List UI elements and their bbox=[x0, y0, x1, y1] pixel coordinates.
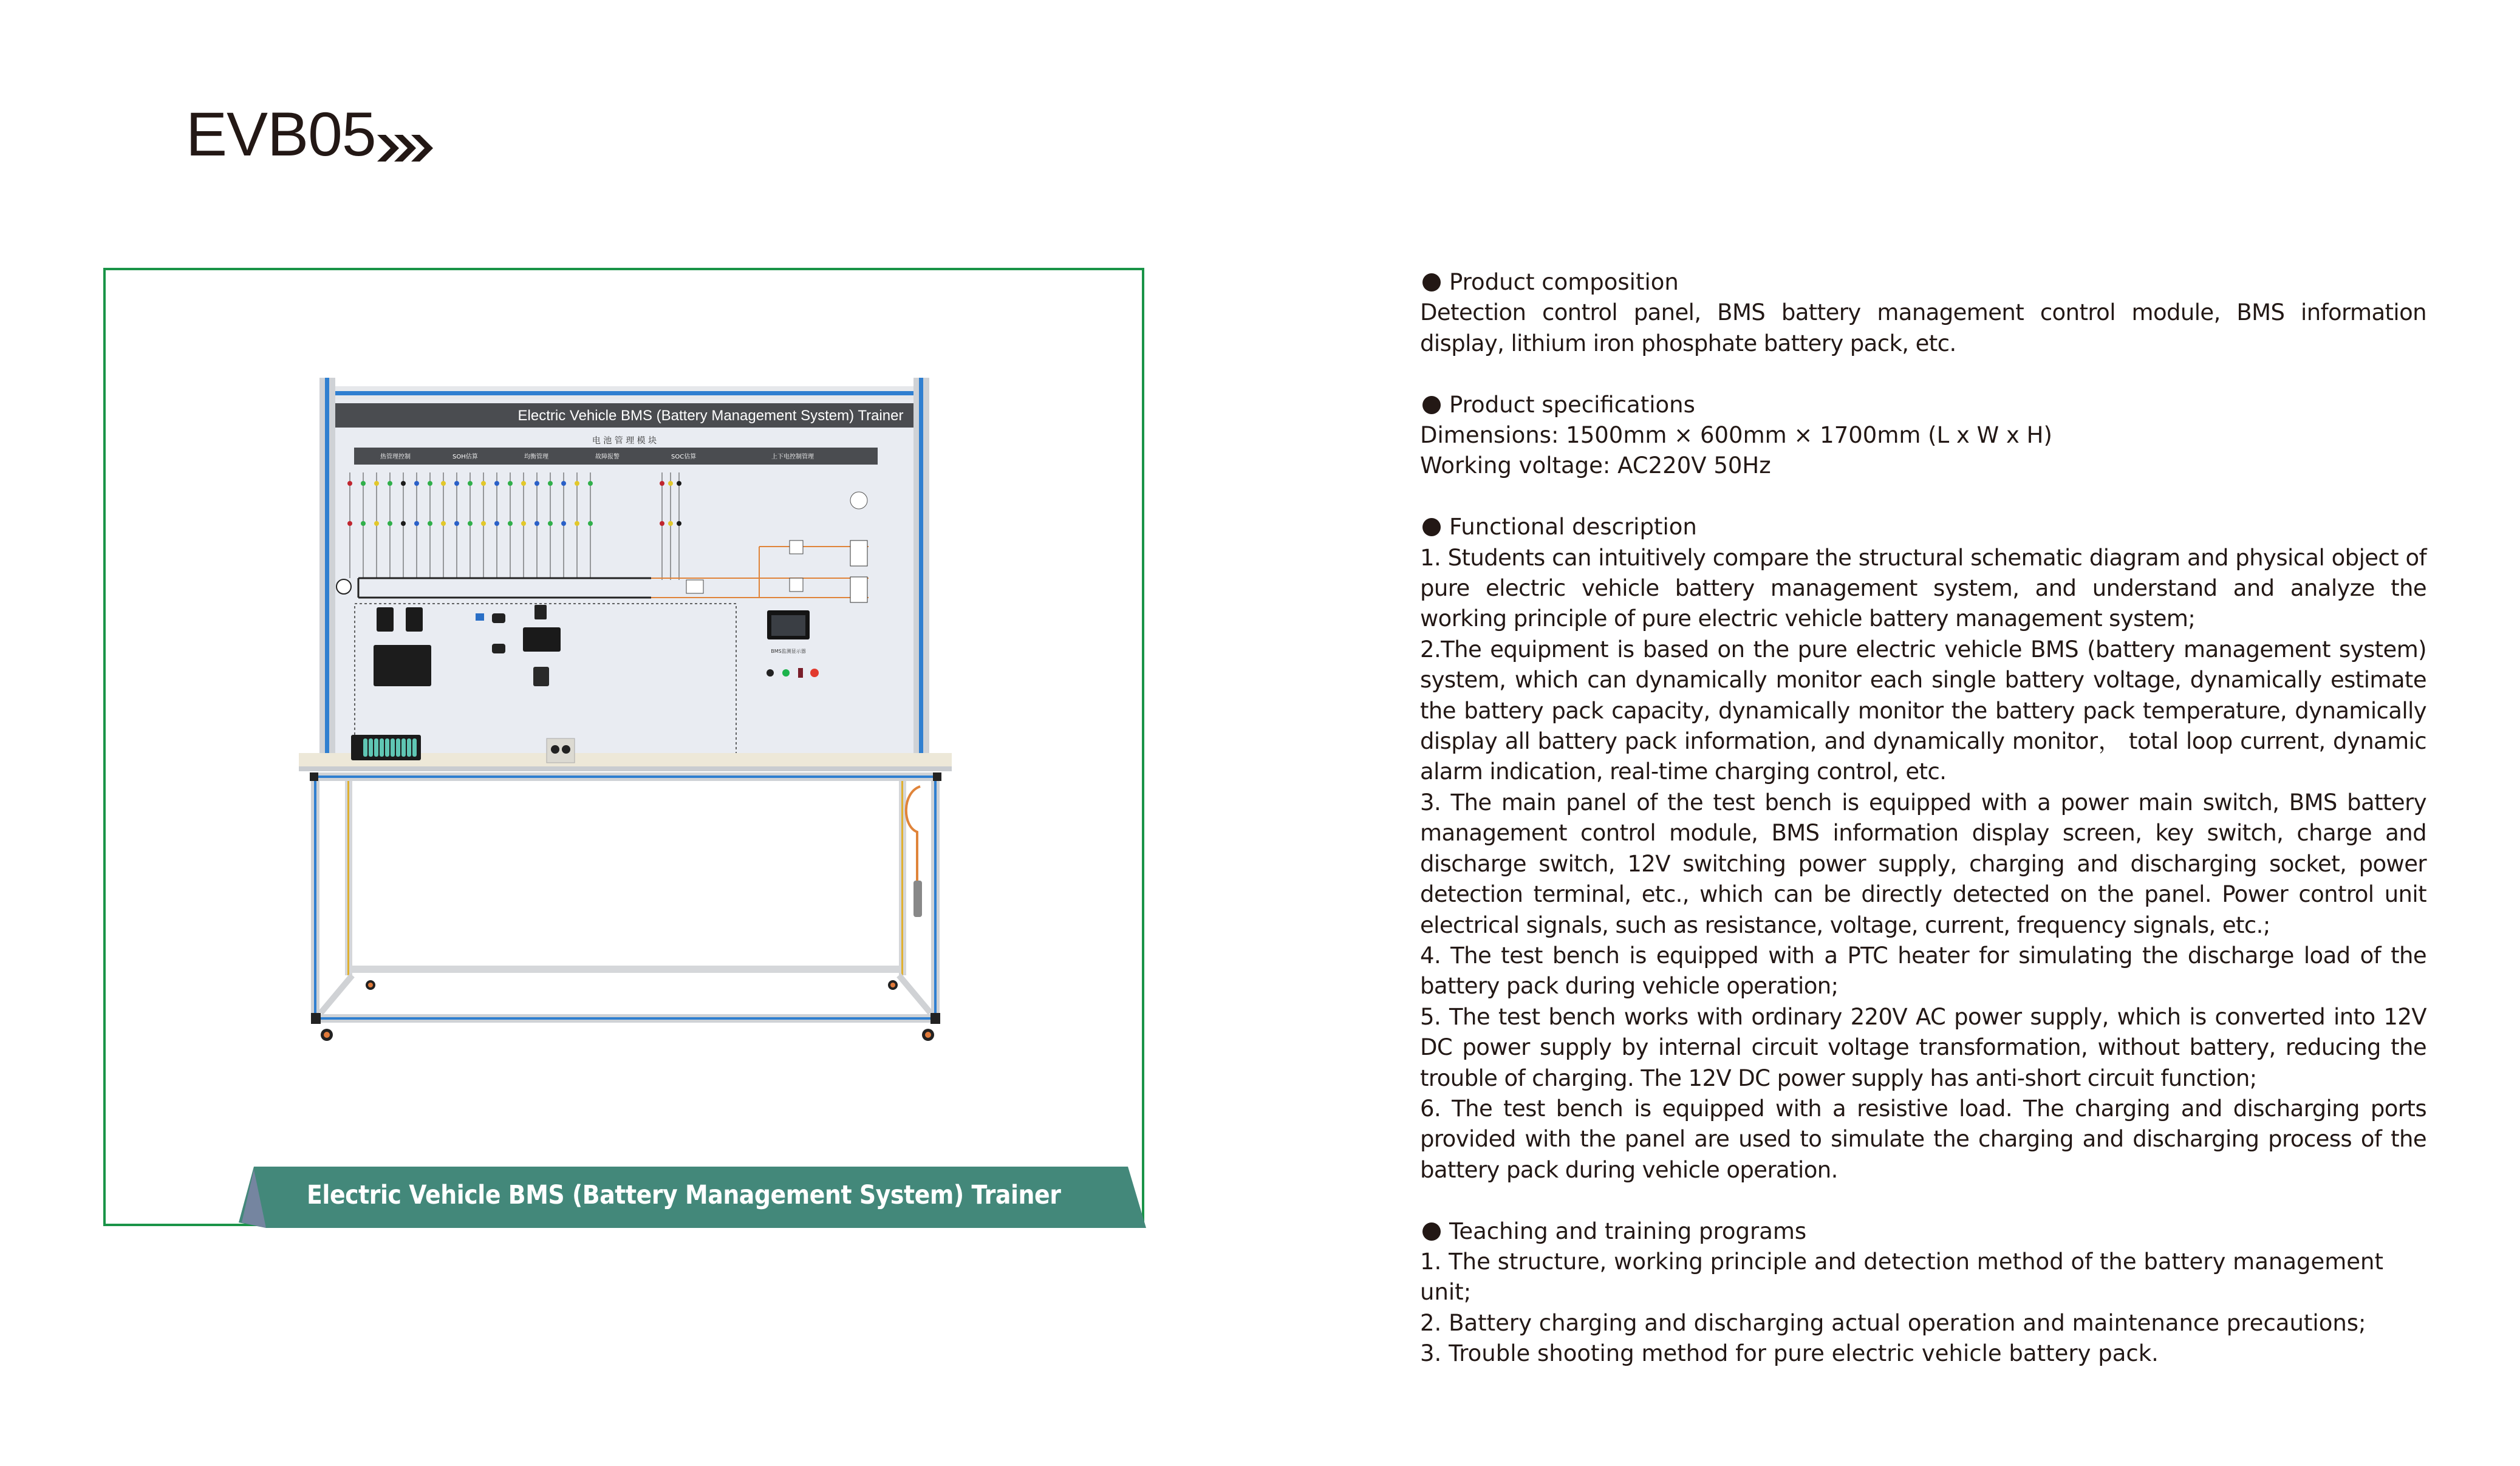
cooling-fan-icon bbox=[377, 607, 394, 632]
battery-cell bbox=[369, 738, 373, 757]
test-terminal-jack bbox=[494, 481, 499, 486]
charging-socket-symbol bbox=[850, 577, 867, 602]
bullet-icon bbox=[1422, 1222, 1441, 1241]
panel-section-label: 热管理控制 bbox=[380, 454, 411, 460]
battery-cell bbox=[401, 738, 406, 757]
switching-power-supply bbox=[523, 627, 561, 652]
test-terminal-jack bbox=[388, 481, 392, 486]
test-terminal-jack bbox=[361, 481, 366, 486]
battery-cell bbox=[385, 738, 389, 757]
caster-wheel-icon bbox=[321, 1029, 333, 1041]
caster-wheel-icon bbox=[366, 980, 375, 990]
test-terminal-jack bbox=[481, 481, 486, 486]
emergency-stop-icon bbox=[810, 669, 819, 677]
caster-wheel-icon bbox=[922, 1029, 934, 1041]
section-heading: Teaching and training programs bbox=[1420, 1216, 2426, 1247]
panel-section-label: SOC估算 bbox=[671, 454, 697, 460]
battery-cell bbox=[380, 738, 384, 757]
spec-working-voltage: Working voltage: AC220V 50Hz bbox=[1420, 452, 1771, 479]
battery-cell bbox=[374, 738, 378, 757]
functional-item: 6. The test bench is equipped with a resistive load. The charging and discharging ports provided with the panel are used to simulate the charging and discharging process of the battery pack during vehicle operation. bbox=[1420, 1095, 2426, 1183]
test-terminal-jack bbox=[361, 521, 366, 526]
test-terminal-jack bbox=[441, 481, 446, 486]
indicator-green-icon bbox=[782, 669, 790, 677]
charge-discharge-socket bbox=[547, 738, 575, 763]
panel-subtitle: 电 池 管 理 模 块 bbox=[592, 436, 657, 446]
test-terminal-jack bbox=[401, 521, 406, 526]
caster-wheel-icon bbox=[888, 980, 898, 990]
test-terminal-jack bbox=[508, 521, 513, 526]
test-terminal-jack bbox=[414, 521, 419, 526]
charging-port-symbol bbox=[850, 492, 867, 509]
section-product-composition bbox=[1420, 267, 2426, 359]
panel-upright-right bbox=[913, 378, 929, 766]
paragraph: Detection control panel, BMS battery management control module, BMS information display, lithium iron phosphate battery pack, etc. bbox=[1420, 299, 2426, 356]
current-sensor-symbol bbox=[686, 580, 703, 593]
bullet-icon bbox=[1422, 273, 1441, 291]
functional-item: 5. The test bench works with ordinary 220V AC power supply, which is converted into 12V DC power supply by internal circuit voltage transformation, without battery, reducing the trouble of charging. The 12V DC power supply has anti-short circuit function; bbox=[1420, 1003, 2426, 1091]
rocker-switch-icon bbox=[798, 668, 803, 678]
test-terminal-jack bbox=[428, 521, 432, 526]
caption-banner bbox=[239, 1167, 1146, 1228]
panel-section-label: 上下电控制管理 bbox=[771, 454, 814, 460]
section-heading: Functional description bbox=[1420, 512, 2426, 542]
test-terminal-jack bbox=[388, 521, 392, 526]
product-description bbox=[1420, 267, 2426, 1400]
chevron-right-icon bbox=[411, 135, 433, 162]
test-terminal-jack bbox=[494, 521, 499, 526]
connector-icon bbox=[492, 644, 505, 653]
battery-cell bbox=[407, 738, 411, 757]
test-terminal-jack bbox=[347, 481, 352, 486]
section-heading: Product specifications bbox=[1420, 390, 2426, 420]
section-functional-description bbox=[1420, 512, 2426, 1185]
test-terminal-jack bbox=[521, 521, 526, 526]
functional-item: 4. The test bench is equipped with a PTC heater for simulating the discharge load of the battery pack during vehicle operation; bbox=[1420, 942, 2426, 1000]
relay-symbol bbox=[790, 540, 803, 554]
test-terminal-jack bbox=[441, 521, 446, 526]
cooling-fan-icon bbox=[406, 607, 423, 632]
test-terminal-jack bbox=[548, 481, 553, 486]
battery-cell bbox=[412, 738, 417, 757]
relay-module-icon bbox=[476, 613, 484, 621]
program-item: 3. Trouble shooting method for pure electric vehicle battery pack. bbox=[1420, 1340, 2159, 1367]
test-terminal-jack bbox=[468, 481, 473, 486]
charging-socket-icon bbox=[533, 667, 549, 686]
caption-text: Electric Vehicle BMS (Battery Management System) Trainer bbox=[307, 1180, 1061, 1210]
test-terminal-jack bbox=[561, 521, 566, 526]
functional-item: 1. Students can intuitively compare the structural schematic diagram and physical object of pure electric vehicle battery management system, and understand and analyze the working principle of pure electric vehicle battery management system; bbox=[1420, 544, 2426, 632]
test-terminal-jack bbox=[534, 481, 539, 486]
test-terminal-jack bbox=[347, 521, 352, 526]
test-terminal-jack bbox=[454, 481, 459, 486]
bms-control-module bbox=[374, 645, 431, 686]
battery-cell bbox=[396, 738, 400, 757]
battery-cell bbox=[391, 738, 395, 757]
test-terminal-jack bbox=[481, 521, 486, 526]
test-terminal-jack bbox=[588, 481, 593, 486]
bms-display-label: BMS监测显示器 bbox=[771, 649, 806, 654]
test-terminal-jack bbox=[677, 521, 681, 526]
test-terminal-jack bbox=[561, 481, 566, 486]
test-terminal-jack bbox=[668, 521, 673, 526]
charging-cable bbox=[906, 786, 920, 881]
section-heading: Product composition bbox=[1420, 267, 2426, 298]
switch-socket-icon bbox=[534, 605, 547, 619]
test-terminal-jack bbox=[575, 481, 579, 486]
battery-cell bbox=[363, 738, 367, 757]
key-switch-icon bbox=[767, 669, 774, 677]
charging-gun-icon bbox=[913, 881, 922, 917]
test-terminal-jack bbox=[521, 481, 526, 486]
product-photo-bms-trainer bbox=[292, 364, 960, 1093]
test-terminal-jack bbox=[454, 521, 459, 526]
panel-upright-left bbox=[319, 378, 335, 766]
test-terminal-jack bbox=[534, 521, 539, 526]
bullet-icon bbox=[1422, 396, 1441, 414]
section-teaching-programs bbox=[1420, 1216, 2426, 1369]
test-terminal-jack bbox=[374, 481, 379, 486]
spec-dimensions: Dimensions: 1500mm × 600mm × 1700mm (L x W x H) bbox=[1420, 422, 2052, 449]
panel-section-label: 均衡管理 bbox=[524, 454, 548, 460]
test-terminal-jack bbox=[575, 521, 579, 526]
test-terminal-jack bbox=[588, 521, 593, 526]
motor-symbol-icon bbox=[336, 579, 351, 594]
bench-frame bbox=[310, 772, 941, 1024]
test-terminal-jack bbox=[374, 521, 379, 526]
bullet-icon bbox=[1422, 518, 1441, 536]
program-item: 1. The structure, working principle and detection method of the battery management unit; bbox=[1420, 1248, 2384, 1306]
test-terminal-jack bbox=[677, 481, 681, 486]
dc-converter-symbol bbox=[850, 540, 867, 566]
page-title bbox=[186, 100, 428, 169]
panel-title: Electric Vehicle BMS (Battery Management System) Trainer bbox=[517, 407, 904, 424]
test-terminal-jack bbox=[468, 521, 473, 526]
functional-item: 2.The equipment is based on the pure electric vehicle BMS (battery management system) system, which can dynamically monitor each single battery voltage, dynamically estimate the battery pack capacity, dynamically monitor the battery pack temperature, dynamically display all battery pack information, and dynamically monitor， total loop current, dynamic alarm indication, real-time charging control, etc. bbox=[1420, 636, 2426, 785]
model-code: EVB05 bbox=[186, 100, 376, 169]
section-product-specifications bbox=[1420, 390, 2426, 482]
triple-chevron-right-icon bbox=[377, 135, 428, 162]
functional-item: 3. The main panel of the test bench is equipped with a power main switch, BMS battery management control module, BMS information display screen, key switch, charge and discharge switch, 12V switching power supply, charging and discharging socket, power detection terminal, etc., which can be directly detected on the panel. Power control unit electrical signals, such as resistance, voltage, current, frequency signals, etc.; bbox=[1420, 789, 2426, 938]
connector-icon bbox=[492, 613, 505, 623]
test-terminal-jack bbox=[660, 481, 664, 486]
test-terminal-jack bbox=[548, 521, 553, 526]
panel-section-label: SOH估算 bbox=[452, 454, 478, 460]
test-terminal-jack bbox=[508, 481, 513, 486]
test-terminal-jack bbox=[660, 521, 664, 526]
program-item: 2. Battery charging and discharging actual operation and maintenance precautions; bbox=[1420, 1309, 2366, 1336]
test-terminal-jack bbox=[428, 481, 432, 486]
test-terminal-jack bbox=[401, 481, 406, 486]
test-terminal-jack bbox=[668, 481, 673, 486]
panel-section-label: 故障报警 bbox=[595, 454, 620, 460]
test-terminal-jack bbox=[414, 481, 419, 486]
